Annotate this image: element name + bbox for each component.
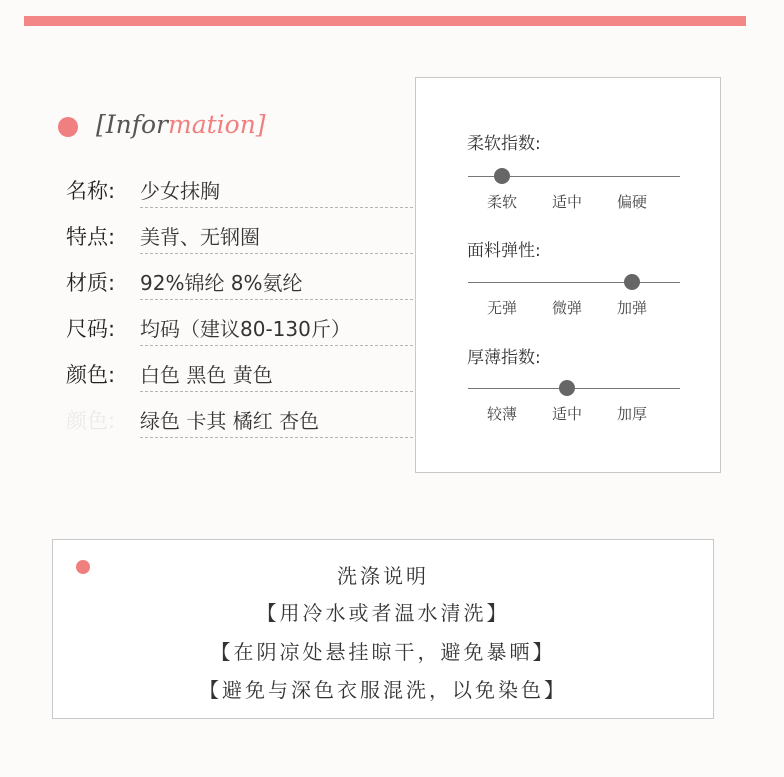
tick-label: 无弹 <box>486 299 518 317</box>
dashed-divider <box>140 437 438 438</box>
spec-value: 少女抹胸 <box>140 179 220 203</box>
dashed-divider <box>140 391 438 392</box>
care-line: 【在阴凉处悬挂晾干，避免暴晒】 <box>210 640 556 664</box>
spec-value: 92%锦纶 8%氨纶 <box>140 271 303 295</box>
tick-label: 适中 <box>551 193 583 211</box>
tick-label: 较薄 <box>486 405 518 423</box>
tick-label: 适中 <box>551 405 583 423</box>
dashed-divider <box>140 207 438 208</box>
top-accent-bar <box>24 16 746 26</box>
tick-label: 柔软 <box>486 193 518 211</box>
bullet-dot-icon <box>58 117 78 137</box>
tick-label: 偏硬 <box>616 193 648 211</box>
care-title: 洗涤说明 <box>337 564 429 588</box>
dashed-divider <box>140 253 438 254</box>
spec-value: 均码（建议80-130斤） <box>140 317 351 341</box>
index-panel <box>415 77 721 473</box>
spec-label-faded: 颜色: <box>66 409 116 433</box>
softness-title: 柔软指数: <box>467 134 541 154</box>
tick-label: 微弹 <box>551 299 583 317</box>
care-line: 【避免与深色衣服混洗，以免染色】 <box>199 678 567 702</box>
elasticity-track <box>468 282 680 283</box>
spec-value: 美背、无钢圈 <box>140 225 260 249</box>
elasticity-knob <box>624 274 640 290</box>
spec-value: 白色 黑色 黄色 <box>140 363 273 387</box>
dashed-divider <box>140 345 438 346</box>
thickness-knob <box>559 380 575 396</box>
tick-label: 加厚 <box>616 405 648 423</box>
dashed-divider <box>140 299 438 300</box>
softness-knob <box>494 168 510 184</box>
spec-label: 颜色: <box>66 363 116 387</box>
care-line: 【用冷水或者温水清洗】 <box>256 601 510 625</box>
spec-label: 特点: <box>66 225 116 249</box>
spec-label: 尺码: <box>66 317 116 341</box>
information-heading: [Information] <box>96 110 266 139</box>
washing-instructions-box <box>52 539 714 719</box>
thickness-title: 厚薄指数: <box>467 348 541 368</box>
tick-label: 加弹 <box>616 299 648 317</box>
elasticity-title: 面料弹性: <box>467 241 541 261</box>
spec-label: 材质: <box>66 271 116 295</box>
spec-value: 绿色 卡其 橘红 杏色 <box>140 409 320 433</box>
spec-label: 名称: <box>66 179 116 203</box>
